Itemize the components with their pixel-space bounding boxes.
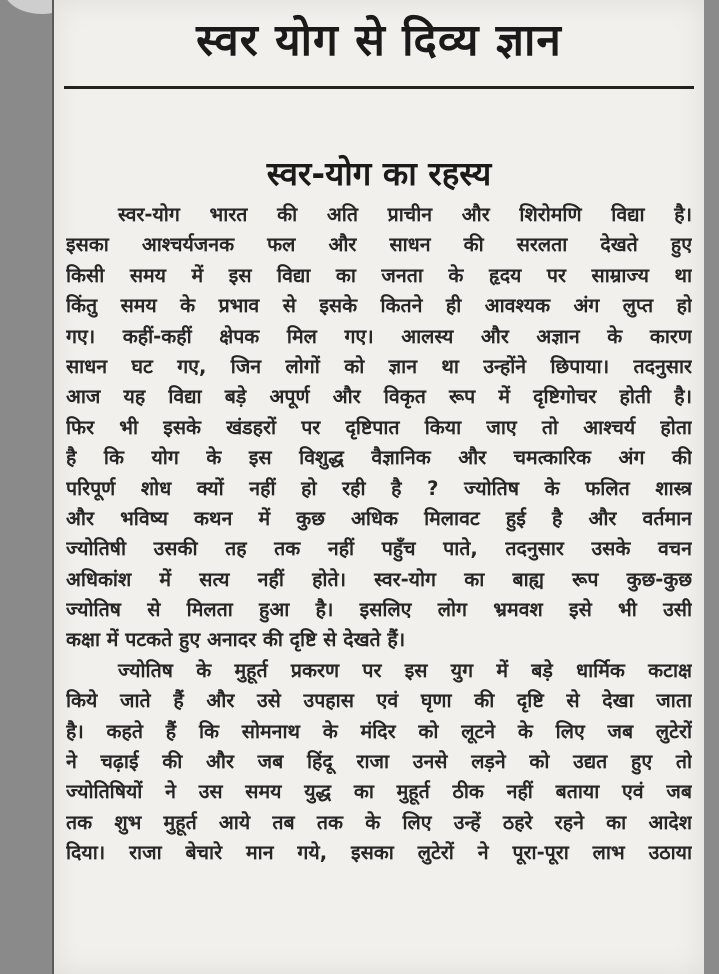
text-line: अधिकांश में सत्य नहीं होते। स्वर-योग का बाह्य रूप कुछ-कुछ [66, 567, 692, 591]
book-title: स्वर योग से दिव्य ज्ञान [196, 15, 562, 66]
text-line: किसी समय में इस विद्या का जनता के हृदय पर साम्राज्य था [66, 263, 692, 287]
text-line: परिपूर्ण शोध क्यों नहीं हो रही है ? ज्योतिष के फलित शास्त्र [66, 476, 692, 500]
text-line: ज्योतिष के मुहूर्त प्रकरण पर इस युग में बड़े धार्मिक कटाक्ष [118, 658, 692, 682]
text-line: गए। कहीं-कहीं क्षेपक मिल गए। आलस्य और अज्ञान के कारण [66, 324, 692, 348]
text-line: ज्योतिषियों ने उस समय युद्ध का मुहूर्त ठीक नहीं बताया एवं जब [66, 780, 692, 804]
text-line: कक्षा में पटकते हुए अनादर की दृष्टि से देखते हैं। [66, 628, 406, 652]
text-line: तक शुभ मुहूर्त आये तब तक के लिए उन्हें ठहरे रहने का आदेश [66, 810, 692, 834]
body-text [66, 200, 692, 869]
chapter-title: स्वर-योग का रहस्य [266, 154, 492, 193]
text-line: किंतु समय के प्रभाव से इसके कितने ही आवश्यक अंग लुप्त हो [66, 294, 692, 318]
text-line: ने चढ़ाई की और जब हिंदू राजा उनसे लड़ने को उद्यत हुए तो [66, 750, 692, 774]
text-line: ज्योतिष से मिलता हुआ है। इसलिए लोग भ्रमवश इसे भी उसी [66, 598, 692, 622]
text-line: है। कहते हैं कि सोमनाथ के मंदिर को लूटने के लिए जब लुटेरों [66, 719, 692, 743]
text-line: दिया। राजा बेचारे मान गये, इसका लुटेरों ने पूरा-पूरा लाभ उठाया [66, 841, 692, 865]
text-line: ज्योतिषी उसकी तह तक नहीं पहुँच पाते, तदनुसार उसके वचन [66, 537, 692, 561]
paragraph [66, 200, 692, 656]
text-line: है कि योग के इस विशुद्ध वैज्ञानिक और चमत्कारिक अंग की [66, 446, 692, 470]
paragraph [66, 656, 692, 869]
title-divider [64, 86, 694, 89]
text-line: किये जाते हैं और उसे उपहास एवं घृणा की दृष्टि से देखा जाता [66, 689, 692, 713]
text-line: और भविष्य कथन में कुछ अधिक मिलावट हुई है और वर्तमान [66, 506, 692, 530]
book-page [52, 0, 704, 974]
text-line: स्वर-योग भारत की अति प्राचीन और शिरोमणि विद्या है। [118, 203, 692, 226]
text-line: फिर भी इसके खंडहरों पर दृष्टिपात किया जाए तो आश्चर्य होता [66, 415, 692, 439]
text-line: आज यह विद्या बड़े अपूर्ण और विकृत रूप में दृष्टिगोचर होती है। [66, 385, 692, 409]
text-line: साधन घट गए, जिन लोगों को ज्ञान था उन्होंने छिपाया। तदनुसार [66, 354, 692, 378]
text-line: इसका आश्चर्यजनक फल और साधन की सरलता देखते हुए [66, 233, 692, 257]
